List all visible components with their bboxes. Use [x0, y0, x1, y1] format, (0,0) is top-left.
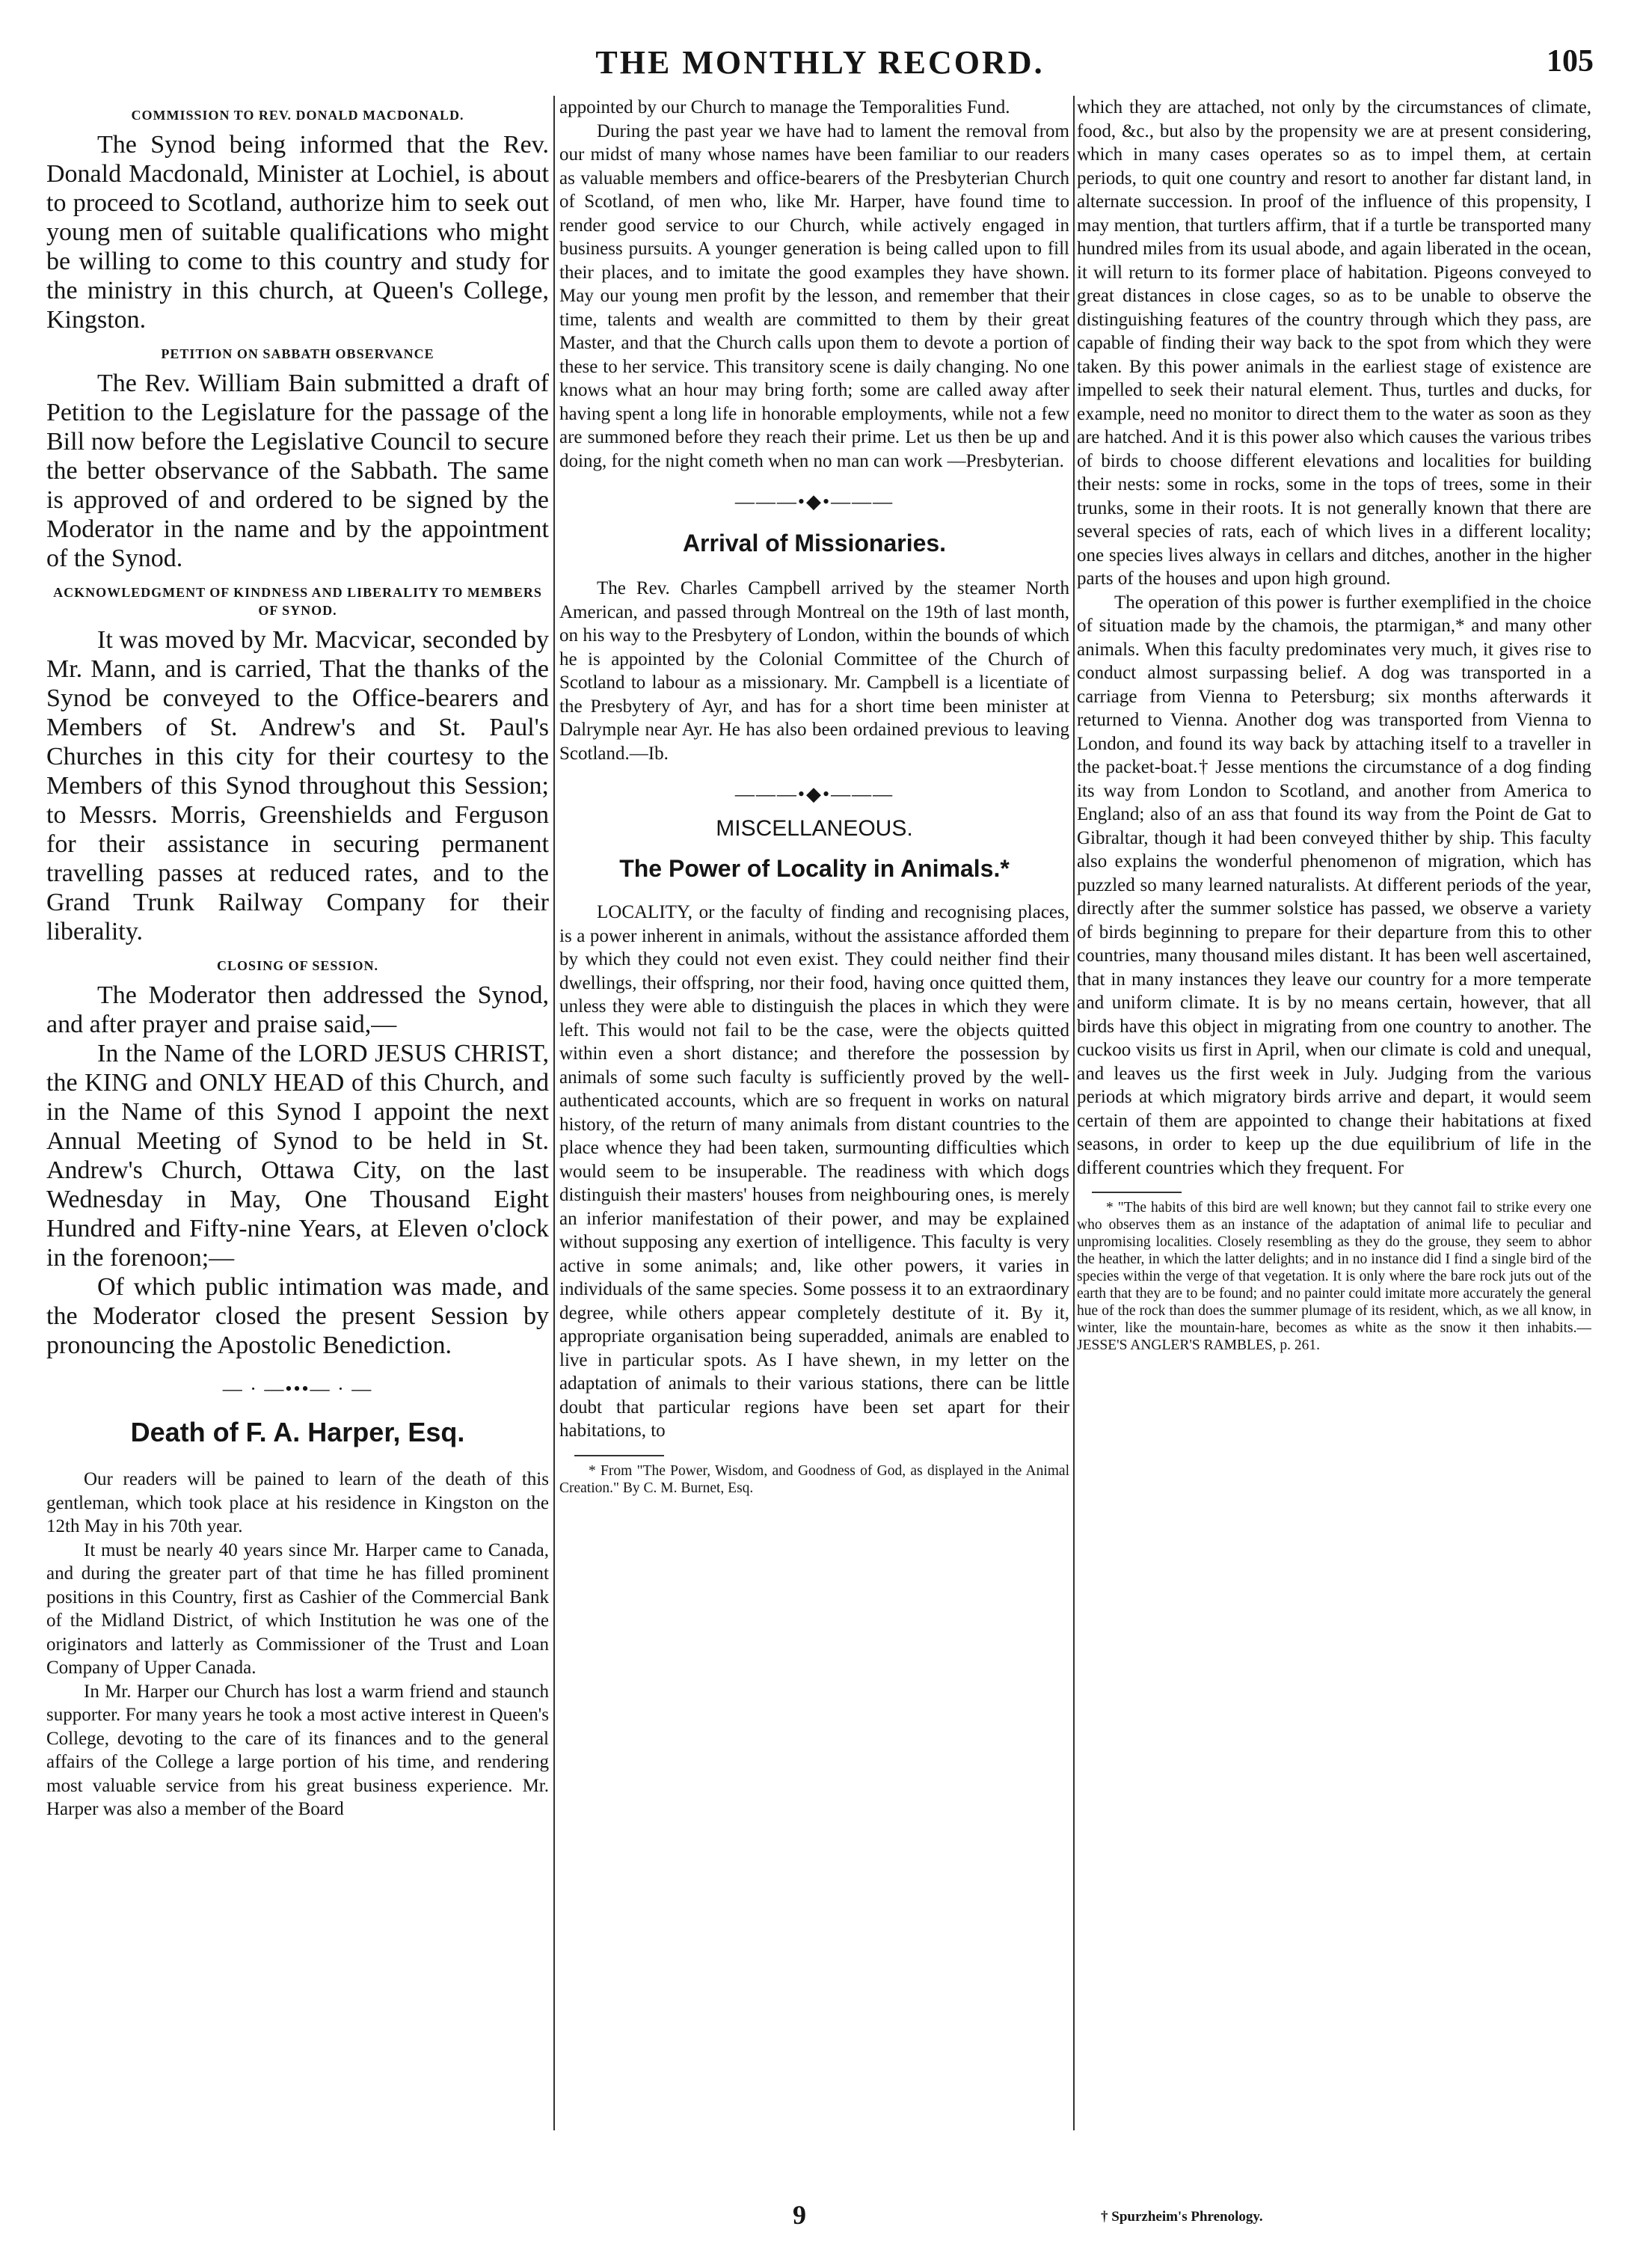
- footnote-rule: [1092, 1192, 1182, 1193]
- paragraph: It must be nearly 40 years since Mr. Harper came to Canada, and during the greater part of that time he has filled prominent positions in this Country, first as Cashier of the Commercial Bank of the Midland District, of which Institution he was one of the originators and latterly as Commissioner of the Trust and Loan Company of Upper Canada.: [46, 1539, 549, 1678]
- signature-mark: 9: [793, 2200, 806, 2230]
- paragraph: The Moderator then addressed the Synod, and after prayer and praise said,—: [46, 981, 549, 1038]
- paragraph: which they are attached, not only by the circumstances of climate, food, &c., but also by the propensity we are at present considering, which in many cases operates so as to impel them, at certain periods, to quit one country and resort to another far distant land, in alternate succession. In proof of the influence of this propensity, I may mention, that turtlers affirm, that if a turtle be transported many hundred miles from its usual abode, and again liberated in the ocean, it will return to its former place of habitation. Pigeons conveyed to great distances in close cages, so as to be unable to observe the distinguishing features of the country through which they pass, are capable of finding their way back to the spot from which they were taken. By this power animals in the earliest stage of existence are impelled to seek their natural element. Thus, turtles and ducks, for example, need no monitor to direct them to the water as soon as they are hatched. And it is this power also which causes the various tribes of birds to choose different elevations and localities for building their nests: some in rocks, some in the tops of trees, some in their trunks, some in their roots. It is not generally known that there are several species of rats, each of which lives in a different locality; one species lives always in cellars and ditches, another in the higher parts of the houses and upon high ground.: [1077, 97, 1591, 589]
- column-right: [1077, 96, 1591, 2235]
- paragraph: appointed by our Church to manage the Temporalities Fund.: [559, 97, 1010, 117]
- column-middle: [559, 96, 1069, 2115]
- section-heading: ACKNOWLEDGMENT OF KINDNESS AND LIBERALITY TO MEMBERS OF SYNOD.: [53, 585, 542, 618]
- ornament-divider: — · —•••— · —: [222, 1378, 373, 1400]
- footnote: * From "The Power, Wisdom, and Goodness of God, as displayed in the Animal Creation." By C. M. Burnet, Esq.: [559, 1462, 1069, 1496]
- section-heading: PETITION ON SABBATH OBSERVANCE: [161, 346, 434, 361]
- footnote: † Spurzheim's Phrenology.: [1101, 2209, 1263, 2225]
- paragraph: During the past year we have had to lament the removal from our midst of many whose names have been familiar to our readers as valuable members and office-bearers of the Presbyterian Church of Scotland, of men who, like Mr. Harper, have found time to render good service to our Church, while actively engaged in business pursuits. A younger generation is being called upon to fill their places, and to imitate the good examples they have shown. May our young men profit by the lesson, and remember that their time, talents and wealth are committed to them by their great Master, and that the Church calls upon them to devote a portion of these to her service. This transitory scene is daily changing. No one knows what an hour may bring forth; some are called away after having spent a long life in honorable employments, while not a few are summoned before they reach their prime. Let us then be up and doing, for the night cometh when no man can work —Presbyterian.: [559, 120, 1069, 471]
- article-heading: Death of F. A. Harper, Esq.: [130, 1417, 465, 1447]
- paragraph: In the Name of the LORD JESUS CHRIST, the KING and ONLY HEAD of this Church, and in the Name of this Synod I appoint the next Annual Meeting of Synod to be held in St. Andrew's Church, Ottawa City, on the last Wednesday in May, One Thousand Eight Hundred and Fifty-nine Years, at Eleven o'clock in the forenoon;—: [46, 1040, 549, 1272]
- article-heading: Arrival of Missionaries.: [682, 530, 947, 557]
- article-heading: The Power of Locality in Animals.*: [619, 855, 1010, 882]
- footnote-rule: [574, 1455, 664, 1456]
- page-header: [0, 43, 1640, 88]
- column-left: [46, 96, 549, 2115]
- paragraph: The operation of this power is further exemplified in the choice of situation made by the chamois, the ptarmigan,* and many other animals. When this faculty predominates very much, it gives rise to conduct almost surpassing belief. A dog was transported in a carriage from Vienna to Petersburg; six months afterwards it returned to Vienna. Another dog was transported from Vienna to London, and found its way back by attaching itself to a traveller in the packet-boat.† Jesse mentions the circumstance of a dog finding its way from London to Scotland, and another from America to England; also of an ass that found its way from the Point de Gat to Gibraltar, though it had been conveyed thither by ship. This faculty also explains the wonderful phenomenon of migration, which has puzzled so many learned naturalists. At different periods of the year, directly after the summer solstice has passed, we observe a variety of birds beginning to prepare for their departure from this to other countries, many thousand miles distant. It has been well ascertained, that in many instances they leave our country for a more temperate and uniform climate. It is by no means certain, however, that all birds have this object in migrating from one country to another. The cuckoo visits us first in April, when our climate is cold and unequal, and leaves us the first week in July. Judging from the various periods at which migratory birds arrive and depart, it would seem certain of them are appointed to change their habitations at fixed seasons, in order to keep up the due equilibrium of life in the different countries which they frequent. For: [1077, 592, 1591, 1178]
- section-title: MISCELLANEOUS.: [716, 816, 913, 841]
- column-rule: [1073, 96, 1075, 2130]
- paragraph: It was moved by Mr. Macvicar, seconded by Mr. Mann, and is carried, That the thanks of the Synod be conveyed to the Office-bearers and Members of St. Andrew's and St. Paul's Churches in this city for their courtesy to the Members of this Synod throughout this Session; to Messrs. Morris, Greenshields and Ferguson for their assistance in securing permanent travelling passes at reduced rates, and to the Grand Trunk Railway Company for their liberality.: [46, 626, 549, 945]
- page-title: THE MONTHLY RECORD.: [595, 44, 1045, 81]
- paragraph: The Rev. Charles Campbell arrived by the steamer North American, and passed through Montreal on the 19th of last month, on his way to the Presbytery of London, within the bounds of which he is appointed by the Colonial Committee of the Church of Scotland to labour as a missionary. Mr. Campbell is a licentiate of the Presbytery of Ayr, and has for a short time been minister at Dalrymple near Ayr. He has also been ordained previous to leaving Scotland.—Ib.: [559, 578, 1069, 764]
- ornament-divider: ———•◆•———: [734, 491, 894, 512]
- paragraph: Our readers will be pained to learn of the death of this gentleman, which took place at his residence in Kingston on the 12th May in his 70th year.: [46, 1469, 549, 1536]
- ornament-divider: ———•◆•———: [734, 783, 894, 805]
- paragraph: Of which public intimation was made, and the Moderator closed the present Session by pronouncing the Apostolic Benediction.: [46, 1273, 549, 1359]
- paragraph: The Rev. William Bain submitted a draft of Petition to the Legislature for the passage of the Bill now before the Legislative Council to secure the better observance of the Sabbath. The same is approved of and ordered to be signed by the Moderator in the name and by the appointment of the Synod.: [46, 370, 549, 572]
- section-heading: COMMISSION TO REV. DONALD MACDONALD.: [131, 108, 464, 123]
- paragraph: In Mr. Harper our Church has lost a warm friend and staunch supporter. For many years he took a most active interest in Queen's College, devoting to the care of its finances and to the general affairs of the College a large portion of his time, and rendering most valuable service from his great business experience. Mr. Harper was also a member of the Board: [46, 1681, 549, 1819]
- paragraph: LOCALITY, or the faculty of finding and recognising places, is a power inherent in animals, without the assistance afforded them by which they could not even exist. They could neither find their dwellings, their offspring, nor their food, having once quitted them, unless they were able to distinguish the places in which they were left. This would not fail to be the case, were the objects quitted within even a short distance; and therefore the possession by animals of some such faculty is sufficiently proved by the well-authenticated accounts, which are so frequent in works on natural history, of the return of many animals from distant countries to the place whence they had been taken, surmounting difficulties which would seem to be insuperable. The readiness with which dogs distinguish their masters' houses from neighbouring ones, is merely an inferior manifestation of their power, and may be explained without supposing any exertion of intelligence. This faculty is very active in some animals; and, like other powers, it varies in individuals of the same species. Some possess it to an extraordinary degree, while others appear completely destitute of it. By it, appropriate organisation being superadded, animals are enabled to live in particular spots. As I have shewn, in my letter on the adaptation of animals to their various stations, there can be little doubt that particular regions have been set apart for their habitations, to: [559, 902, 1069, 1441]
- column-rule: [553, 96, 555, 2130]
- section-heading: CLOSING OF SESSION.: [217, 958, 378, 973]
- paragraph: The Synod being informed that the Rev. Donald Macdonald, Minister at Lochiel, is about to proceed to Scotland, authorize him to seek out young men of suitable qualifications who might be willing to come to this country and study for the ministry in this church, at Queen's College, Kingston.: [46, 131, 549, 334]
- footnote: * "The habits of this bird are well known; but they cannot fail to strike every one who observes them as an instance of the adaptation of animal life to peculiar and unpromising localities. Closely resembling as they do the grouse, they seem to abhor the heather, in which the latter delights; and in no instance did I find a single bird of the species within the verge of that vegetation. It is only where the bare rock juts out of the earth that they are to be found; and no painter could imitate more accurately the general hue of the rock than does the summer plumage of its resident, which, as we all know, in winter, like the mountain-hare, becomes as white as the snow it then inhabits.—JESSE'S ANGLER'S RAMBLES, p. 261.: [1077, 1200, 1591, 1353]
- page-number: 105: [1547, 44, 1594, 79]
